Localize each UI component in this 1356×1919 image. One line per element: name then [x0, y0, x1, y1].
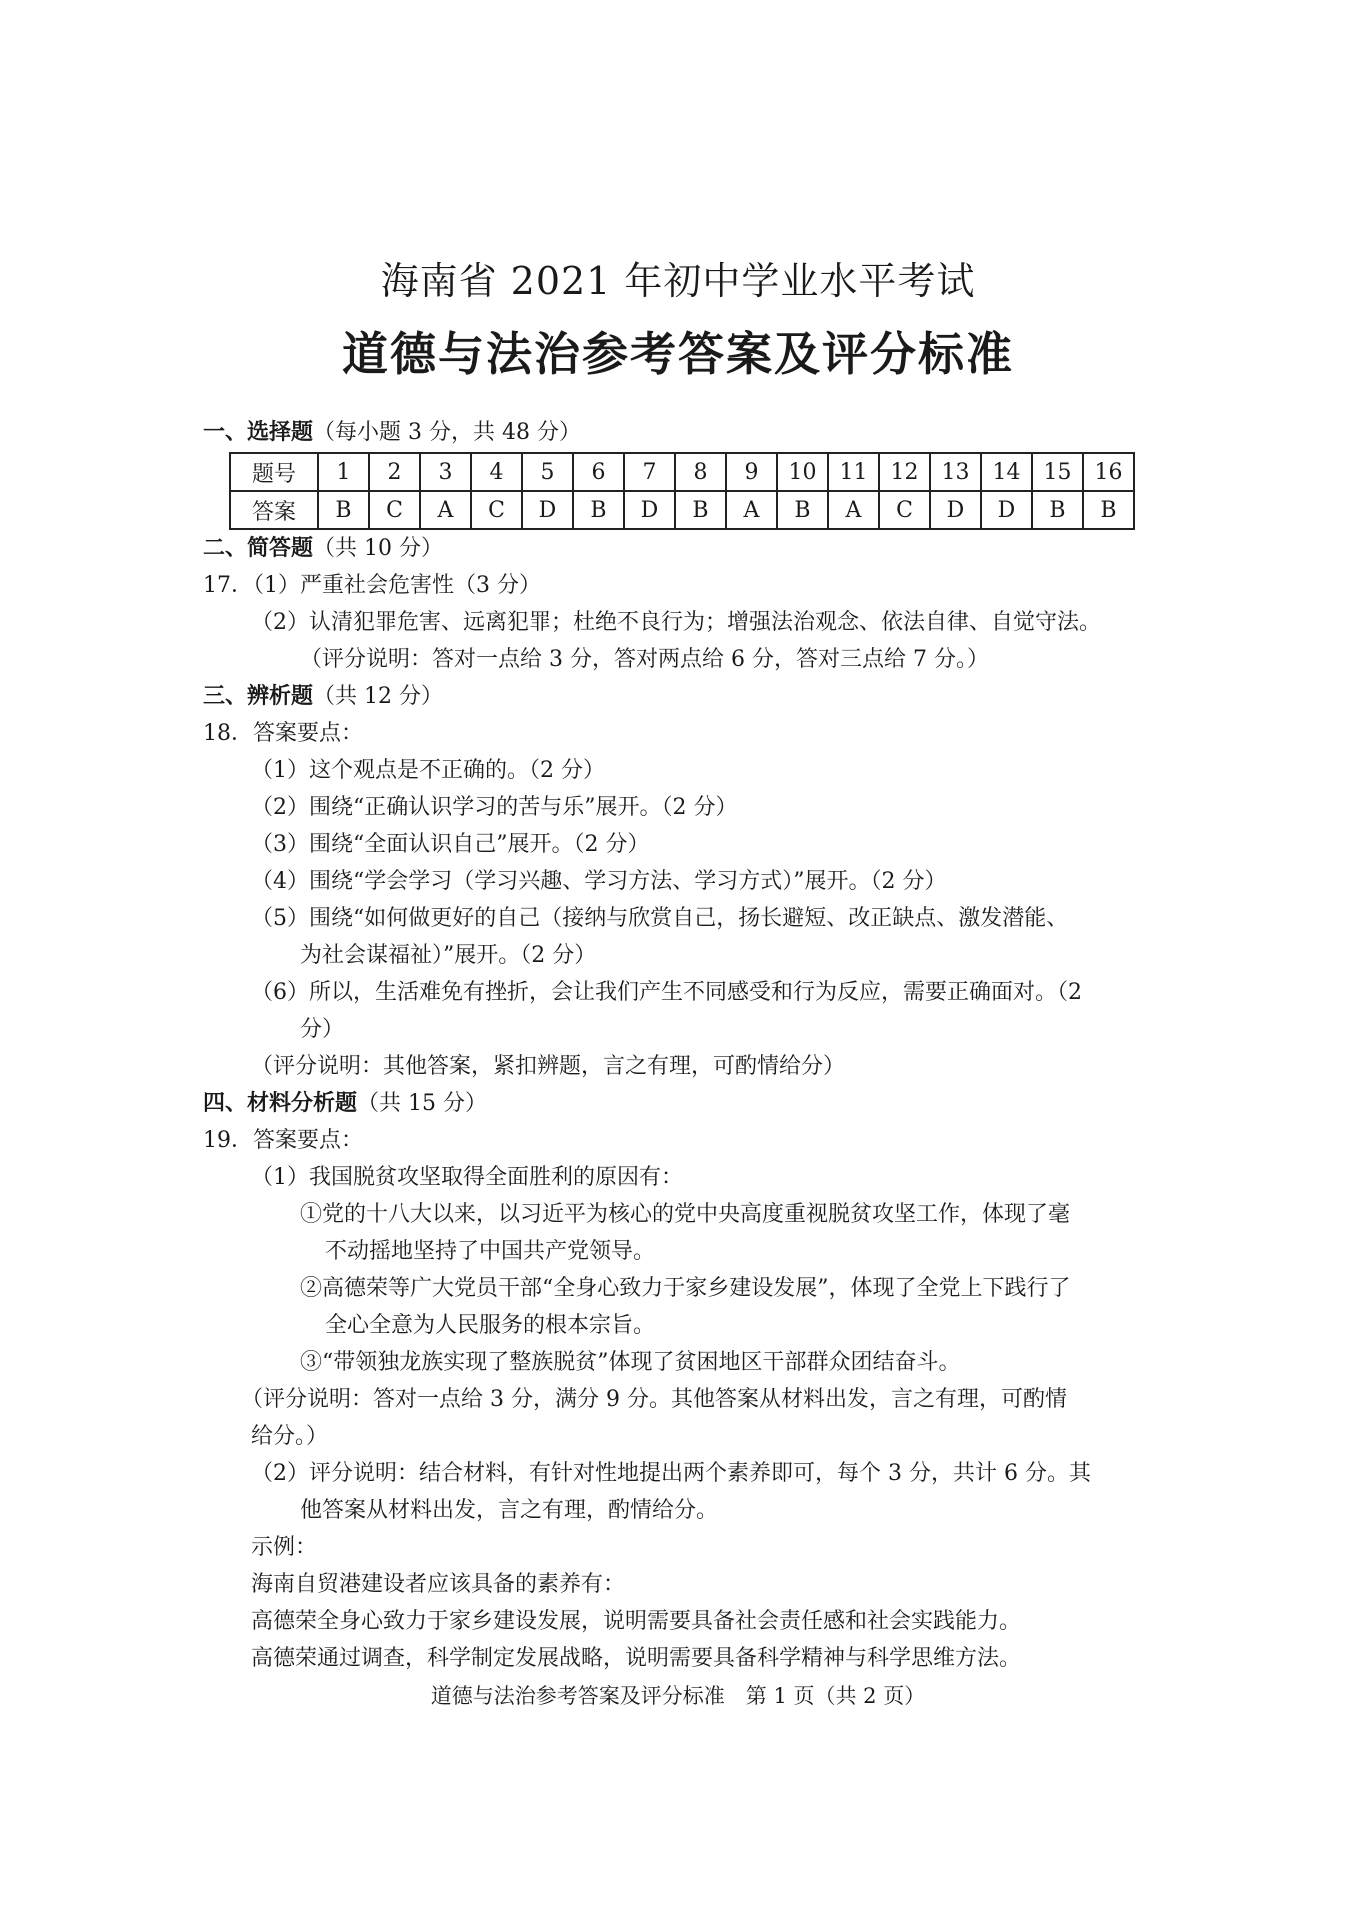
q19-example-label: 示例： [251, 1535, 318, 1560]
section1-heading [203, 418, 581, 448]
q18-point6-line1: （6）所以，生活难免有挫折，会让我们产生不同感受和行为反应，需要正确面对。（2 [251, 980, 1082, 1005]
q19-reason1-line2: 不动摇地坚持了中国共产党领导。 [325, 1239, 656, 1264]
q18-point3: （3）围绕“全面认识自己”展开。（2 分） [251, 832, 650, 857]
answer-cell: B [675, 491, 726, 529]
number-cell: 11 [828, 453, 879, 491]
number-cell: 2 [369, 453, 420, 491]
answer-table-number-row [230, 453, 1134, 491]
answer-table-answer-row [230, 491, 1134, 529]
number-cell: 9 [726, 453, 777, 491]
section3-note: （共 12 分） [313, 684, 443, 709]
answer-table [229, 452, 1135, 530]
q19-head: 19．答案要点： [203, 1128, 363, 1153]
section2-label: 二、简答题 [203, 536, 314, 561]
q18-point6-line2: 分） [300, 1017, 345, 1042]
number-cell: 7 [624, 453, 675, 491]
q19-scoring-note-line1: （评分说明：答对一点给 3 分，满分 9 分。其他答案从材料出发，言之有理，可酌情 [241, 1387, 1067, 1412]
number-cell: 6 [573, 453, 624, 491]
q19-reason2-line2: 全心全意为人民服务的根本宗旨。 [325, 1313, 656, 1338]
answer-cell: A [828, 491, 879, 529]
section1-note: （每小题 3 分，共 48 分） [313, 420, 581, 445]
row-label-number: 题号 [230, 453, 318, 491]
number-cell: 3 [420, 453, 471, 491]
q18-point2: （2）围绕“正确认识学习的苦与乐”展开。（2 分） [251, 795, 738, 820]
q19-reason2-line1: ②高德荣等广大党员干部“全身心致力于家乡建设发展”，体现了全党上下践行了 [300, 1276, 1071, 1301]
answer-cell: D [981, 491, 1032, 529]
q19-part2-line1: （2）评分说明：结合材料，有针对性地提出两个素养即可，每个 3 分，共计 6 分。其 [251, 1461, 1091, 1486]
number-cell: 10 [777, 453, 828, 491]
answer-cell: D [522, 491, 573, 529]
number-cell: 15 [1032, 453, 1083, 491]
answer-cell: B [777, 491, 828, 529]
number-cell: 14 [981, 453, 1032, 491]
number-cell: 5 [522, 453, 573, 491]
answer-cell: C [471, 491, 522, 529]
q18-head: 18．答案要点： [203, 721, 363, 746]
section3-heading [203, 682, 443, 712]
q18-point4: （4）围绕“学会学习（学习兴趣、学习方法、学习方式）”展开。（2 分） [251, 869, 947, 894]
q18-point5-line1: （5）围绕“如何做更好的自己（接纳与欣赏自己，扬长避短、改正缺点、激发潜能、 [251, 906, 1069, 931]
answer-cell: A [420, 491, 471, 529]
row-label-answer: 答案 [230, 491, 318, 529]
exam-title: 海南省 2021 年初中学业水平考试 [380, 259, 976, 303]
number-cell: 16 [1083, 453, 1134, 491]
section3-label: 三、辨析题 [203, 684, 314, 709]
answer-cell: D [624, 491, 675, 529]
q19-part1: （1）我国脱贫攻坚取得全面胜利的原因有： [251, 1165, 683, 1190]
q17-part2: （2）认清犯罪危害、远离犯罪；杜绝不良行为；增强法治观念、依法自律、自觉守法。 [251, 610, 1101, 635]
answer-cell: B [318, 491, 369, 529]
number-cell: 12 [879, 453, 930, 491]
answer-cell: A [726, 491, 777, 529]
q19-reason3: ③“带领独龙族实现了整族脱贫”体现了贫困地区干部群众团结奋斗。 [300, 1350, 961, 1375]
number-cell: 8 [675, 453, 726, 491]
q19-example-line2: 高德荣全身心致力于家乡建设发展，说明需要具备社会责任感和社会实践能力。 [251, 1609, 1022, 1634]
section4-label: 四、材料分析题 [203, 1091, 358, 1116]
answer-cell: C [369, 491, 420, 529]
page-footer: 道德与法治参考答案及评分标准 第 1 页（共 2 页） [430, 1684, 926, 1708]
number-cell: 4 [471, 453, 522, 491]
q18-scoring-note: （评分说明：其他答案，紧扣辨题，言之有理，可酌情给分） [251, 1054, 846, 1079]
q19-part2-line2: 他答案从材料出发，言之有理，酌情给分。 [300, 1498, 719, 1523]
section1-label: 一、选择题 [203, 420, 314, 445]
q19-example-line1: 海南自贸港建设者应该具备的素养有： [251, 1572, 626, 1597]
number-cell: 1 [318, 453, 369, 491]
section4-note: （共 15 分） [357, 1091, 487, 1116]
answer-cell: D [930, 491, 981, 529]
answer-cell: B [573, 491, 624, 529]
q19-scoring-note-line2: 给分。） [251, 1424, 329, 1449]
section4-heading [203, 1089, 487, 1119]
document-title: 道德与法治参考答案及评分标准 [342, 327, 1014, 381]
q18-point5-line2: 为社会谋福祉）”展开。（2 分） [300, 943, 597, 968]
answer-cell: C [879, 491, 930, 529]
q19-reason1-line1: ①党的十八大以来，以习近平为核心的党中央高度重视脱贫攻坚工作，体现了毫 [300, 1202, 1071, 1227]
section2-heading [203, 534, 443, 564]
q18-point1: （1）这个观点是不正确的。（2 分） [251, 758, 605, 783]
answer-cell: B [1083, 491, 1134, 529]
number-cell: 13 [930, 453, 981, 491]
q17-part1: 17．（1）严重社会危害性（3 分） [203, 573, 541, 598]
q17-scoring-note: （评分说明：答对一点给 3 分，答对两点给 6 分，答对三点给 7 分。） [300, 647, 989, 672]
q19-example-line3: 高德荣通过调查，科学制定发展战略，说明需要具备科学精神与科学思维方法。 [251, 1646, 1022, 1671]
answer-cell: B [1032, 491, 1083, 529]
section2-note: （共 10 分） [313, 536, 443, 561]
